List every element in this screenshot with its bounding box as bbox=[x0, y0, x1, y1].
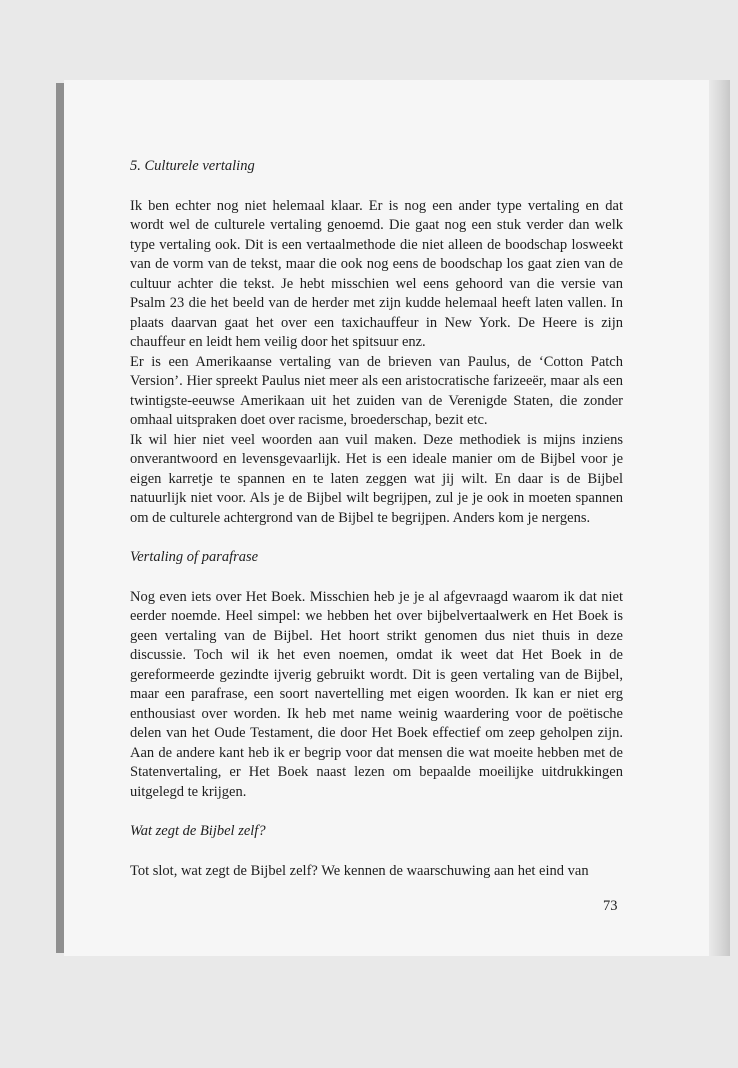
page-number: 73 bbox=[603, 898, 618, 914]
page-text bbox=[130, 157, 623, 881]
paragraph: Ik wil hier niet veel woorden aan vuil maken. Deze methodiek is mijns inziens onverantwoord en levensgevaarlijk. Het is een ideale manier om de Bijbel voor je eigen karretje te spannen en te laten zeggen wat jij wilt. En daar is de Bijbel natuurlijk niet voor. Als je de Bijbel wilt begrijpen, zul je je ook in moeten spannen om de culturele achtergrond van de Bijbel te begrijpen. Anders kom je nergens. bbox=[130, 431, 623, 526]
section-heading: 5. Culturele vertaling bbox=[130, 158, 255, 174]
subheading-paraphrase: Vertaling of parafrase bbox=[130, 549, 259, 565]
subheading-bible: Wat zegt de Bijbel zelf? bbox=[130, 823, 266, 839]
paragraph: Er is een Amerikaanse vertaling van de brieven van Paulus, de ‘Cotton Patch Version’. Hier spreekt Paulus niet meer als een aristocratische farizeeër, maar als een twintigste-eeuwse Amerikaan uit het zuiden van de Verenigde Staten, die zonder omhaal uitspraken doet over racisme, broederschap, bezit etc. bbox=[130, 353, 623, 428]
book-spine bbox=[56, 83, 64, 953]
paragraph: Tot slot, wat zegt de Bijbel zelf? We kennen de waarschuwing aan het eind van bbox=[130, 862, 589, 879]
page-edge bbox=[709, 80, 730, 956]
paragraph: Nog even iets over Het Boek. Misschien heb je je al afgevraagd waarom ik dat niet eerder noemde. Heel simpel: we hebben het over bijbelvertaalwerk en Het Boek is geen vertaling van de Bijbel. Het hoort strikt genomen dus niet thuis in deze discussie. Toch wil ik het even noemen, omdat ik weet dat Het Boek in de gereformeerde gezindte ijverig gebruikt wordt. Dit is geen vertaling van de Bijbel, maar een parafrase, een soort navertelling met eigen woorden. Ik kan er niet erg enthousiast over worden. Ik heb met name weinig waardering voor de poëtische delen van het Oude Testament, die door Het Boek effectief om zeep geholpen zijn. Aan de andere kant heb ik er begrip voor dat mensen die wat moeite hebben met de Statenvertaling, er Het Boek naast lezen om bepaalde moeilijke uitdrukkingen uitgelegd te krijgen. bbox=[130, 588, 623, 800]
paragraph: Ik ben echter nog niet helemaal klaar. Er is nog een ander type vertaling en dat wordt wel de culturele vertaling genoemd. Die gaat nog een stuk verder dan welk type vertaling ook. Dit is een vertaalmethode die niet alleen de boodschap losweekt van de vorm van de tekst, maar die ook nog eens de boodschap los gaat zien van de cultuur achter die tekst. Je hebt misschien wel eens gehoord van die versie van Psalm 23 die het beeld van de herder met zijn kudde helemaal heeft laten vallen. In plaats daarvan gaat het over een taxichauffeur in New York. De Heere is zijn chauffeur en leidt hem veilig door het spitsuur enz. bbox=[130, 197, 623, 350]
